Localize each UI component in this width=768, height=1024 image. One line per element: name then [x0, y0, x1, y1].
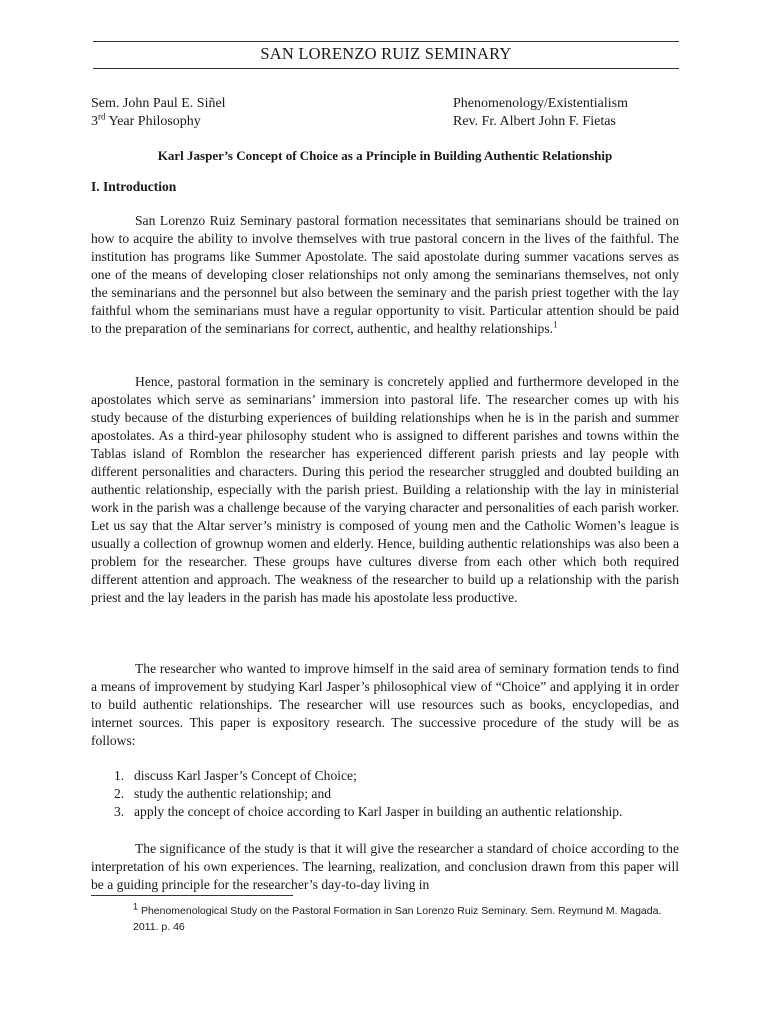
seminary-name: SAN LORENZO RUIZ SEMINARY: [260, 44, 512, 63]
author-block: [91, 95, 226, 131]
year-suffix: rd: [98, 111, 106, 122]
list-item-number: 3.: [114, 804, 125, 819]
paragraph-4-text: The significance of the study is that it will give the researcher a standard of choice according to the interpretation of his own experiences. The learning, realization, and conclusion drawn from this paper will be a guiding principle for the researcher’s day-to-day living in: [91, 841, 679, 892]
paragraph-2-text: Hence, pastoral formation in the seminary is concretely applied and furthermore developed in the apostolates which serve as seminarians’ immersion into pastoral life. The researcher comes up with his study because of the disturbing experiences of building relationships when he is in the parish and summer apostolates. As a third-year philosophy student who is assigned to different parishes and towns within the Tablas island of Romblon the researcher has experienced different parish priests and lay people with different personalities and characters. During this period the researcher struggled and doubted building an authentic relationship, especially with the parish priest. Building a relationship with the lay in ministerial work in the parish was a challenge because of the varying character and personalities of each parish worker. Let us say that the Altar server’s ministry is composed of young men and the Catholic Women’s league is usually a collection of grownup women and elderly. Hence, building authentic relationships was also been a problem for the researcher. These groups have cultures diverse from each other which both required different attention and approach. The weakness of the researcher to build up a relationship with the parish priest and the lay leaders in the parish has made his apostolate less productive.: [91, 374, 679, 605]
list-item: [91, 803, 691, 821]
year-rest: Year Philosophy: [105, 114, 201, 129]
year-ordinal: 3: [91, 114, 98, 129]
footnote-text: Phenomenological Study on the Pastoral Formation in San Lorenzo Ruiz Seminary. Sem. Reymund M. Magada. 2011. p. 46: [133, 905, 662, 933]
course-block: [453, 95, 628, 131]
procedure-list: [91, 767, 691, 821]
list-item-text: study the authentic relationship; and: [134, 786, 332, 801]
footnote: [91, 903, 679, 935]
paragraph-4: [91, 840, 679, 894]
header-top-rule: [93, 41, 679, 42]
section-heading: I. Introduction: [91, 179, 177, 194]
list-item: [91, 767, 691, 785]
paragraph-1: [91, 212, 679, 338]
footnote-reference: 1: [553, 319, 558, 330]
paragraph-2: [91, 373, 679, 607]
footnote-separator: [91, 895, 293, 896]
paragraph-3-text: The researcher who wanted to improve himself in the said area of seminary formation tends to find a means of improvement by studying Karl Jasper’s philosophical view of “Choice” and applying it in order to build authentic relationships. The researcher will use resources such as books, encyclopedias, and internet sources. This paper is expository research. The successive procedure of the study will be as follows:: [91, 661, 679, 748]
subject: Phenomenology/Existentialism: [453, 96, 628, 111]
list-item-text: discuss Karl Jasper’s Concept of Choice;: [134, 768, 357, 783]
list-item-text: apply the concept of choice according to Karl Jasper in building an authentic relationship.: [134, 804, 623, 819]
year-level: [91, 113, 226, 131]
footnote-mark: 1: [133, 901, 139, 912]
author-name: Sem. John Paul E. Siñel: [91, 96, 226, 111]
paragraph-3: [91, 660, 679, 750]
adviser: Rev. Fr. Albert John F. Fietas: [453, 114, 616, 129]
header-bottom-rule: [93, 68, 679, 69]
paper-title: Karl Jasper’s Concept of Choice as a Principle in Building Authentic Relationship: [157, 148, 613, 163]
list-item-number: 2.: [114, 786, 125, 801]
list-item-number: 1.: [114, 768, 125, 783]
list-item: [91, 785, 691, 803]
paragraph-1-text: San Lorenzo Ruiz Seminary pastoral formation necessitates that seminarians should be trained on how to acquire the ability to involve themselves with true pastoral concern in the lives of the faithful. The institution has programs like Summer Apostolate. The said apostolate during summer vacations serves as one of the means of developing closer relationships not only among the seminarians themselves, not only the seminarians and the personnel but also between the seminary and the parish priest together with the lay faithful whom the seminarians must have a regular opportunity to visit. Particular attention should be paid to the preparation of the seminarians for correct, authentic, and healthy relationships.: [91, 213, 679, 336]
